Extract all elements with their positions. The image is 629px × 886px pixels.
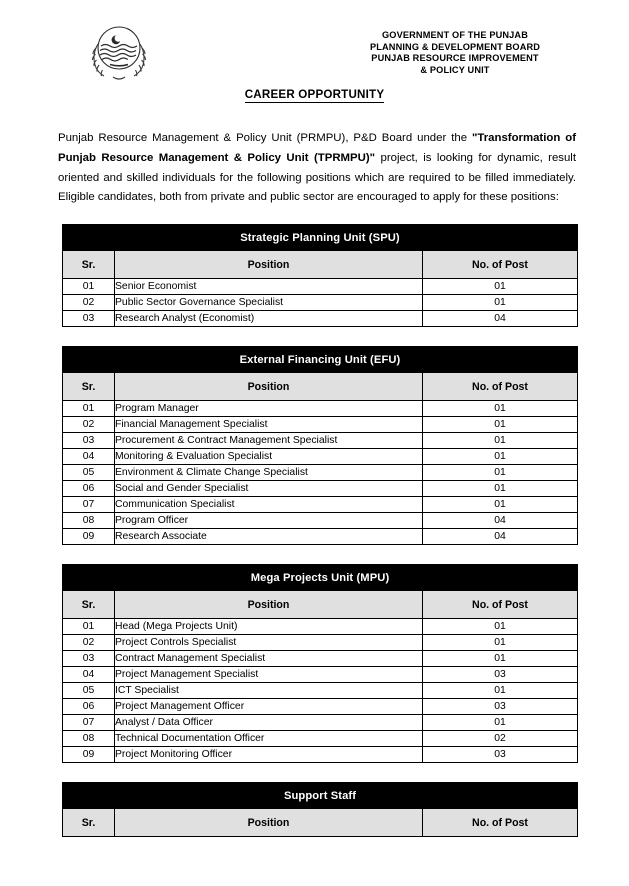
column-header-position: Position: [115, 591, 423, 619]
column-header-row: [63, 591, 578, 619]
cell-position: Project Controls Specialist: [115, 635, 423, 651]
table-row: [63, 513, 578, 529]
cell-posts: 01: [423, 295, 578, 311]
cell-sr: 08: [63, 513, 115, 529]
cell-position: Head (Mega Projects Unit): [115, 619, 423, 635]
table-row: [63, 497, 578, 513]
table-row: [63, 731, 578, 747]
cell-position: Public Sector Governance Specialist: [115, 295, 423, 311]
table-row: [63, 417, 578, 433]
cell-position: Contract Management Specialist: [115, 651, 423, 667]
cell-sr: 07: [63, 497, 115, 513]
intro-part-1: Punjab Resource Management & Policy Unit (PRMPU), P&D Board under the: [58, 132, 472, 145]
organization-heading: [330, 30, 580, 76]
intro-paragraph: [58, 129, 576, 207]
cell-sr: 02: [63, 295, 115, 311]
column-header-row: [63, 809, 578, 837]
unit-title-text: External Financing Unit (EFU): [63, 347, 578, 373]
unit-title-text: Mega Projects Unit (MPU): [63, 565, 578, 591]
column-header-row: [63, 373, 578, 401]
cell-sr: 03: [63, 651, 115, 667]
table-row: [63, 619, 578, 635]
table-row: [63, 683, 578, 699]
column-header-posts: No. of Post: [423, 373, 578, 401]
cell-position: Procurement & Contract Management Specialist: [115, 433, 423, 449]
cell-sr: 02: [63, 635, 115, 651]
cell-posts: 04: [423, 513, 578, 529]
cell-posts: 03: [423, 747, 578, 763]
column-header-sr: Sr.: [63, 251, 115, 279]
cell-position: Research Associate: [115, 529, 423, 545]
cell-posts: 01: [423, 715, 578, 731]
column-header-row: [63, 251, 578, 279]
org-line-4: & POLICY UNIT: [420, 64, 490, 75]
org-line-3: PUNJAB RESOURCE IMPROVEMENT: [371, 53, 539, 64]
unit-table: [62, 346, 578, 545]
cell-position: Research Analyst (Economist): [115, 311, 423, 327]
unit-tables: [62, 224, 577, 856]
cell-sr: 04: [63, 449, 115, 465]
cell-sr: 03: [63, 311, 115, 327]
cell-posts: 01: [423, 619, 578, 635]
page-title: [0, 88, 629, 101]
intro-project-name: "Transformation of Punjab Resource Management & Policy Unit (TPRMPU)": [58, 132, 576, 164]
cell-posts: 01: [423, 279, 578, 295]
cell-position: Program Officer: [115, 513, 423, 529]
column-header-sr: Sr.: [63, 591, 115, 619]
cell-posts: 01: [423, 683, 578, 699]
cell-posts: 01: [423, 635, 578, 651]
punjab-government-crest-icon: [86, 22, 152, 84]
cell-sr: 01: [63, 401, 115, 417]
cell-posts: 01: [423, 651, 578, 667]
table-row: [63, 401, 578, 417]
org-line-2: PLANNING & DEVELOPMENT BOARD: [369, 41, 541, 52]
cell-position: Project Management Specialist: [115, 667, 423, 683]
column-header-sr: Sr.: [63, 373, 115, 401]
cell-posts: 01: [423, 449, 578, 465]
cell-posts: 04: [423, 529, 578, 545]
column-header-posts: No. of Post: [423, 591, 578, 619]
table-row: [63, 449, 578, 465]
unit-table: [62, 224, 578, 327]
cell-posts: 03: [423, 667, 578, 683]
cell-posts: 01: [423, 401, 578, 417]
table-row: [63, 465, 578, 481]
cell-position: Environment & Climate Change Specialist: [115, 465, 423, 481]
column-header-posts: No. of Post: [423, 809, 578, 837]
table-row: [63, 699, 578, 715]
cell-position: Social and Gender Specialist: [115, 481, 423, 497]
cell-sr: 02: [63, 417, 115, 433]
unit-title-row: [63, 783, 578, 809]
column-header-posts: No. of Post: [423, 251, 578, 279]
unit-title-row: [63, 347, 578, 373]
cell-position: Program Manager: [115, 401, 423, 417]
table-row: [63, 715, 578, 731]
cell-sr: 09: [63, 747, 115, 763]
cell-sr: 01: [63, 619, 115, 635]
cell-posts: 02: [423, 731, 578, 747]
cell-posts: 01: [423, 481, 578, 497]
cell-sr: 04: [63, 667, 115, 683]
cell-posts: 01: [423, 433, 578, 449]
document-masthead: [0, 0, 629, 78]
table-row: [63, 529, 578, 545]
column-header-position: Position: [115, 809, 423, 837]
cell-sr: 05: [63, 465, 115, 481]
cell-posts: 01: [423, 497, 578, 513]
table-row: [63, 433, 578, 449]
cell-sr: 06: [63, 699, 115, 715]
cell-position: Financial Management Specialist: [115, 417, 423, 433]
intro-part-2: project, is looking for dynamic, result oriented and skilled individuals for the following positions which are required to be filled immediately. Eligible candidates, both from private and public sector are encouraged to apply for these positions:: [58, 151, 577, 204]
cell-position: Project Monitoring Officer: [115, 747, 423, 763]
unit-title-row: [63, 565, 578, 591]
cell-position: ICT Specialist: [115, 683, 423, 699]
cell-sr: 08: [63, 731, 115, 747]
table-row: [63, 481, 578, 497]
cell-sr: 06: [63, 481, 115, 497]
column-header-position: Position: [115, 373, 423, 401]
cell-posts: 01: [423, 465, 578, 481]
cell-position: Technical Documentation Officer: [115, 731, 423, 747]
cell-posts: 04: [423, 311, 578, 327]
cell-posts: 03: [423, 699, 578, 715]
cell-sr: 01: [63, 279, 115, 295]
table-row: [63, 667, 578, 683]
unit-title-text: Support Staff: [63, 783, 578, 809]
cell-sr: 07: [63, 715, 115, 731]
table-row: [63, 279, 578, 295]
cell-position: Analyst / Data Officer: [115, 715, 423, 731]
cell-position: Project Management Officer: [115, 699, 423, 715]
unit-title-row: [63, 225, 578, 251]
page-title-text: CAREER OPPORTUNITY: [244, 88, 385, 101]
table-row: [63, 635, 578, 651]
table-row: [63, 311, 578, 327]
table-row: [63, 295, 578, 311]
cell-sr: 09: [63, 529, 115, 545]
unit-table: [62, 564, 578, 763]
column-header-position: Position: [115, 251, 423, 279]
cell-position: Monitoring & Evaluation Specialist: [115, 449, 423, 465]
cell-sr: 05: [63, 683, 115, 699]
table-row: [63, 651, 578, 667]
cell-posts: 01: [423, 417, 578, 433]
unit-table: [62, 782, 578, 837]
cell-sr: 03: [63, 433, 115, 449]
cell-position: Communication Specialist: [115, 497, 423, 513]
table-row: [63, 747, 578, 763]
column-header-sr: Sr.: [63, 809, 115, 837]
unit-title-text: Strategic Planning Unit (SPU): [63, 225, 578, 251]
cell-position: Senior Economist: [115, 279, 423, 295]
org-line-1: GOVERNMENT OF THE PUNJAB: [381, 30, 528, 40]
